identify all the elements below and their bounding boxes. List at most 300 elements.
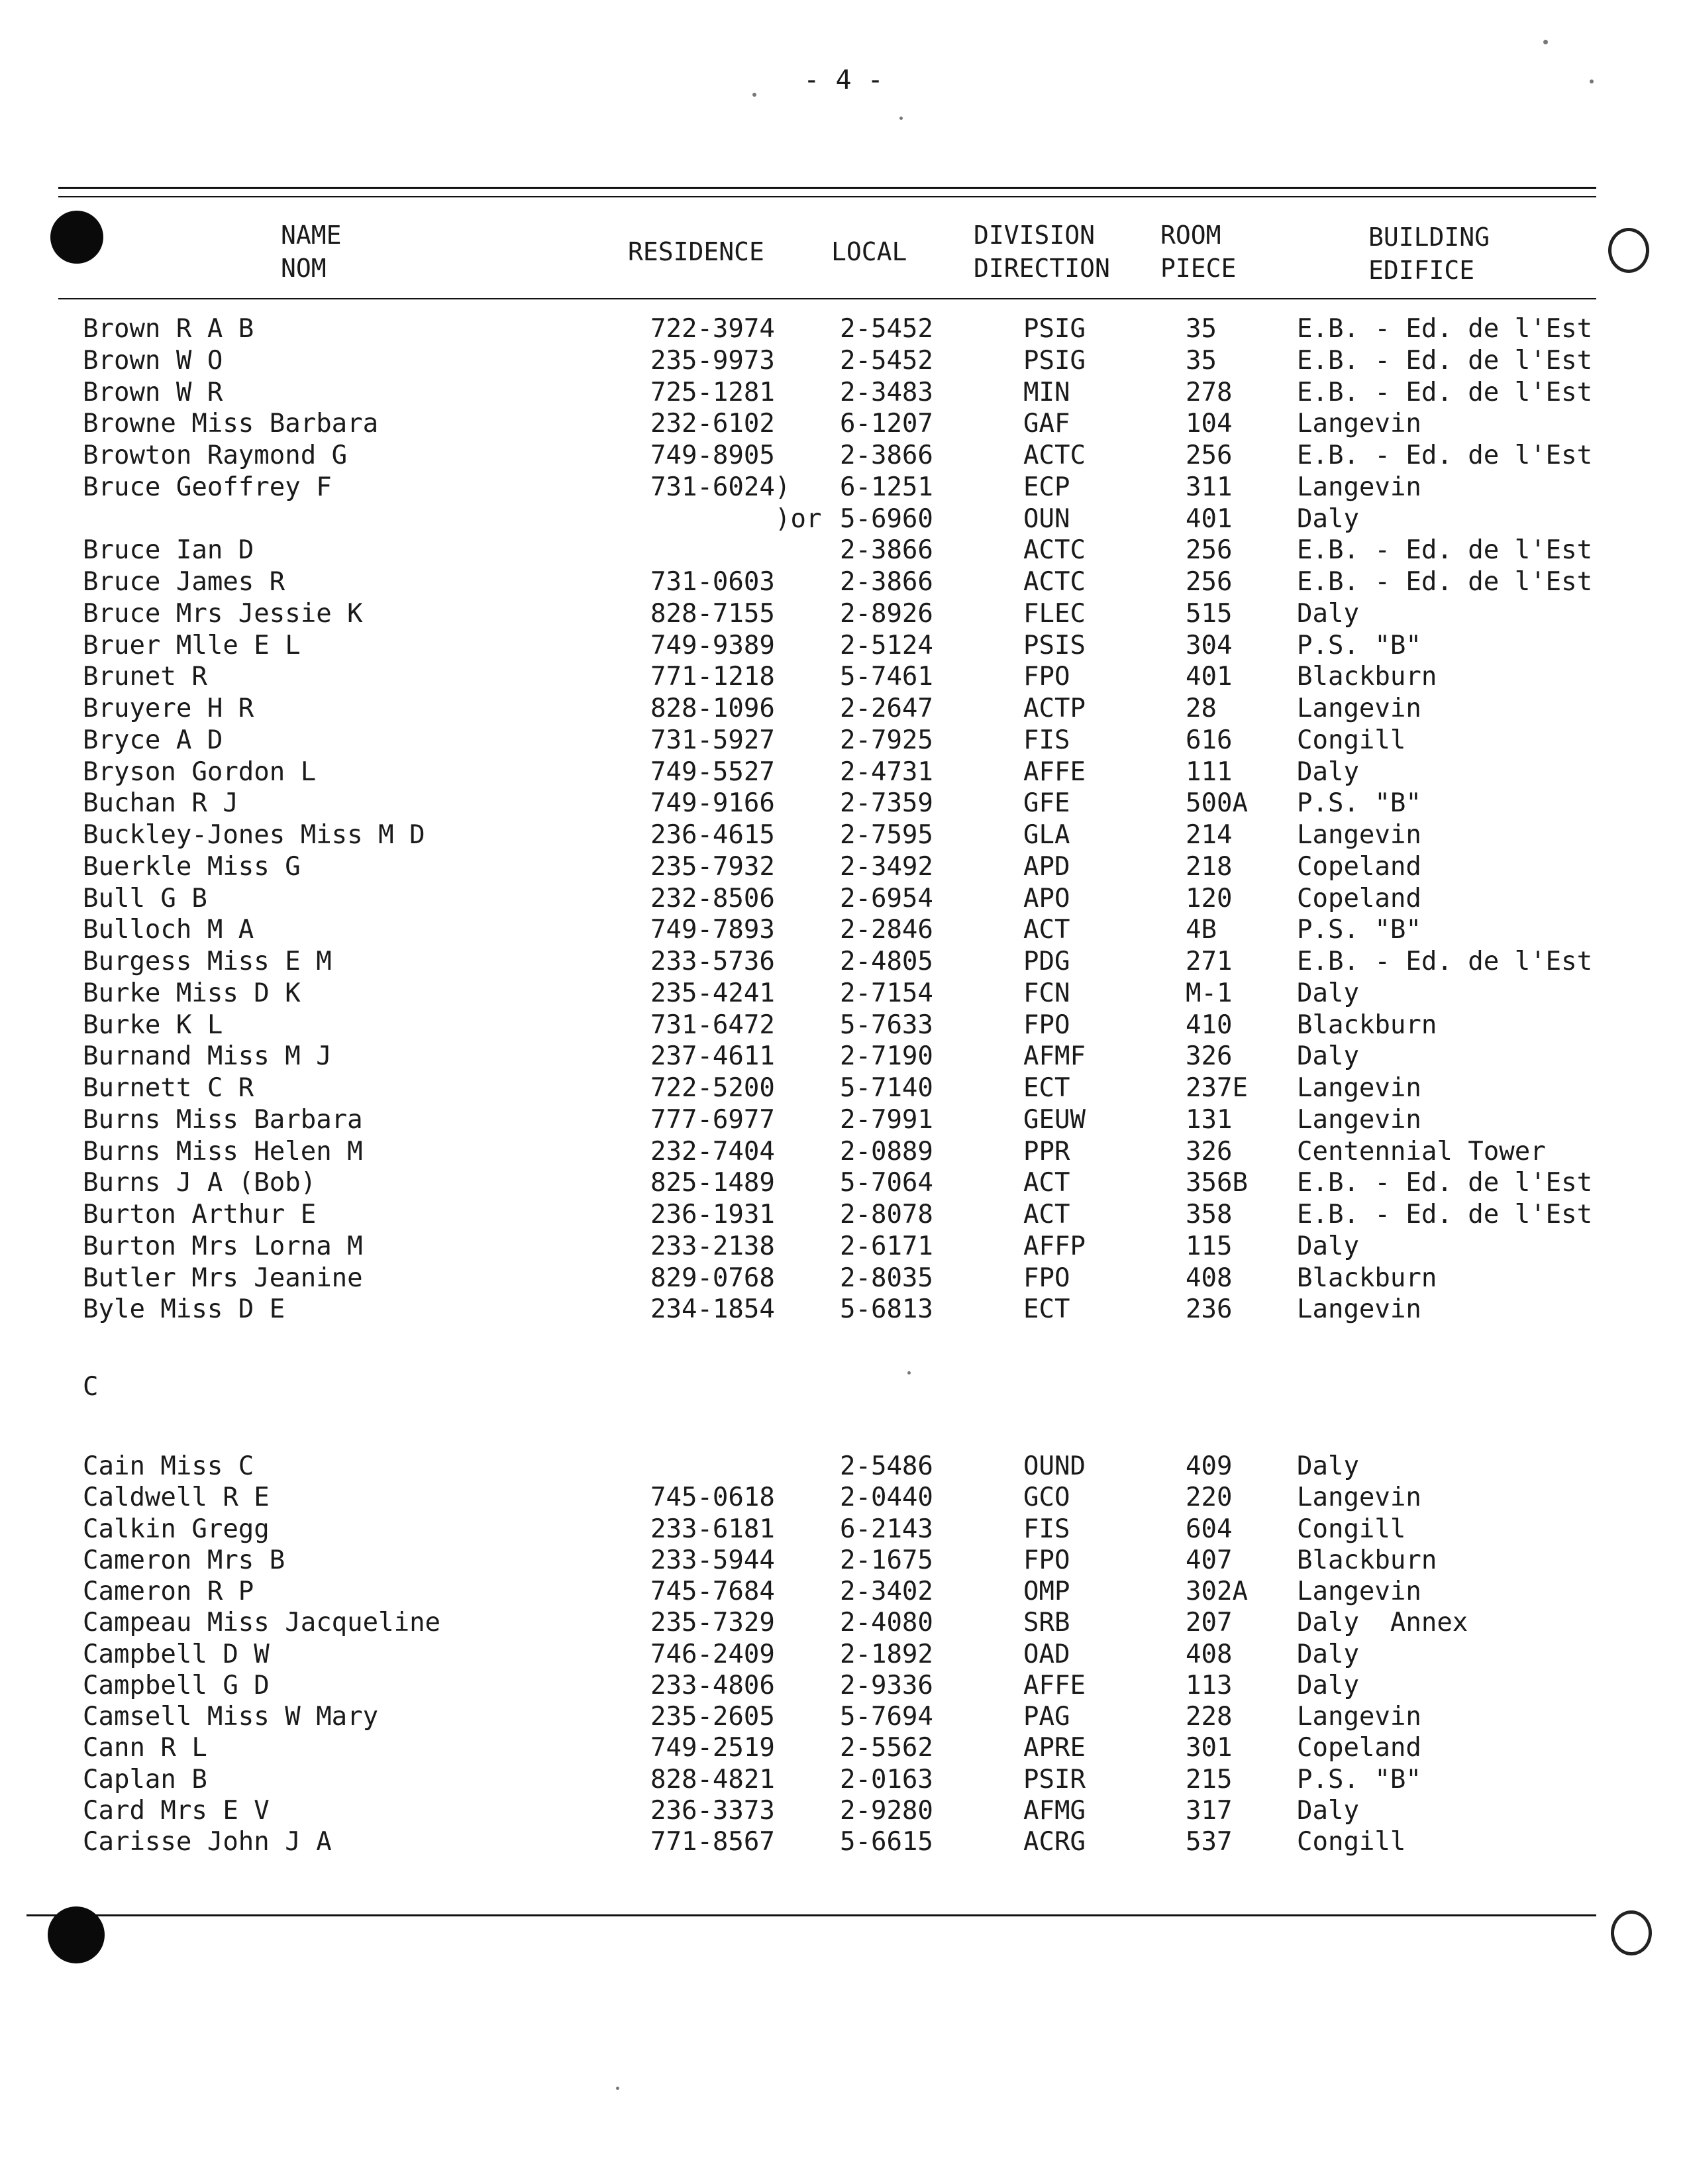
room-number: 515 (1186, 598, 1233, 629)
room-number: 408 (1186, 1263, 1233, 1293)
residence-phone: 777-6977 (650, 1104, 775, 1135)
entry-name: Burns Miss Barbara (83, 1104, 363, 1135)
directory-row (0, 566, 1687, 598)
local-extension: 2-7154 (840, 978, 933, 1008)
building-name: Daly (1297, 1041, 1359, 1072)
punch-hole-top-right (1608, 228, 1649, 273)
residence-phone: 749-8905 (650, 441, 775, 470)
building-name: P.S. "B" (1297, 1764, 1421, 1794)
room-number: 228 (1186, 1702, 1233, 1732)
division-code: GEUW (1023, 1104, 1086, 1135)
scan-speck (1543, 40, 1548, 44)
residence-phone: 731-0603 (650, 567, 775, 597)
entry-name: Buchan R J (83, 788, 238, 819)
header-local: LOCAL (831, 237, 907, 266)
room-number: 207 (1186, 1608, 1233, 1638)
entry-name: Bull G B (83, 883, 207, 913)
residence-phone: 236-1931 (650, 1200, 775, 1229)
directory-row (0, 1639, 1687, 1671)
division-code: ECT (1023, 1294, 1070, 1325)
directory-row (0, 756, 1687, 788)
local-extension: 2-5452 (840, 314, 933, 344)
scan-speck (616, 2087, 619, 2090)
directory-row (0, 1701, 1687, 1733)
punch-hole-top-left (50, 211, 103, 264)
division-code: PSIG (1023, 314, 1086, 344)
building-name: Langevin (1297, 472, 1421, 502)
residence-phone: 731-6024) (650, 472, 791, 502)
residence-phone: 771-1218 (650, 662, 775, 692)
building-name: Langevin (1297, 694, 1421, 723)
building-name: Langevin (1297, 1104, 1421, 1135)
directory-row (0, 851, 1687, 883)
directory-row (0, 1670, 1687, 1702)
entry-name: Brown W R (83, 377, 223, 407)
directory-row (0, 1576, 1687, 1608)
directory-row (0, 1199, 1687, 1231)
room-number: 271 (1186, 947, 1233, 976)
local-extension: 5-7064 (840, 1168, 933, 1198)
local-extension: 2-8926 (840, 598, 933, 629)
building-name: Daly (1297, 1639, 1359, 1669)
division-code: SRB (1023, 1608, 1070, 1638)
residence-phone: 232-8506 (650, 883, 775, 913)
entry-name: Cameron Mrs B (83, 1545, 285, 1575)
header-top-rule-inner (58, 196, 1596, 197)
directory-row (0, 1795, 1687, 1827)
residence-phone: 237-4611 (650, 1041, 775, 1072)
directory-row (0, 1294, 1687, 1326)
directory-row (0, 1136, 1687, 1168)
division-code: FIS (1023, 1514, 1070, 1544)
division-code: FLEC (1023, 598, 1086, 629)
room-number: 104 (1186, 409, 1233, 439)
entry-name: Browne Miss Barbara (83, 409, 379, 439)
directory-row (0, 1167, 1687, 1199)
directory-row (0, 819, 1687, 851)
header-bottom-rule (58, 298, 1596, 299)
residence-phone: 771-8567 (650, 1827, 775, 1857)
room-number: 302A (1186, 1577, 1248, 1606)
building-name: Congill (1297, 725, 1406, 755)
local-extension: 2-0889 (840, 1136, 933, 1167)
entry-name: Burnand Miss M J (83, 1041, 332, 1072)
directory-row (0, 788, 1687, 819)
division-code: GFE (1023, 788, 1070, 819)
division-code: FPO (1023, 1010, 1070, 1040)
room-number: 131 (1186, 1104, 1233, 1135)
division-code: OAD (1023, 1639, 1070, 1669)
residence-phone: 235-7329 (650, 1608, 775, 1638)
division-code: ACRG (1023, 1827, 1086, 1857)
directory-row (0, 1607, 1687, 1639)
building-name: Langevin (1297, 820, 1421, 850)
room-number: 304 (1186, 630, 1233, 660)
building-name: Copeland (1297, 883, 1421, 913)
room-number: 301 (1186, 1733, 1233, 1763)
directory-row (0, 1104, 1687, 1136)
entry-name: Carisse John J A (83, 1827, 332, 1857)
directory-row (0, 946, 1687, 978)
entry-name: Bruce Ian D (83, 535, 254, 566)
local-extension: 5-6615 (840, 1827, 933, 1857)
division-code: OMP (1023, 1577, 1070, 1606)
residence-phone: 233-5944 (650, 1545, 775, 1575)
header-room: ROOM PIECE (1160, 221, 1237, 283)
directory-row (0, 1231, 1687, 1263)
local-extension: 2-3492 (840, 851, 933, 882)
residence-phone: 745-0618 (650, 1482, 775, 1513)
entry-name: Campbell D W (83, 1639, 270, 1669)
room-number: 237E (1186, 1073, 1248, 1103)
entry-name: Caplan B (83, 1764, 207, 1794)
room-number: 220 (1186, 1482, 1233, 1513)
scan-speck (907, 1371, 911, 1375)
local-extension: 5-6813 (840, 1294, 933, 1325)
building-name: Centennial Tower (1297, 1136, 1546, 1167)
directory-row (0, 345, 1687, 377)
residence-phone: 749-5527 (650, 756, 775, 787)
building-name: Langevin (1297, 409, 1421, 439)
division-code: PSIR (1023, 1764, 1086, 1794)
building-name: E.B. - Ed. de l'Est (1297, 345, 1593, 376)
residence-phone: 725-1281 (650, 377, 775, 407)
local-extension: 2-0440 (840, 1482, 933, 1513)
local-extension: 6-1207 (840, 409, 933, 439)
room-number: 218 (1186, 851, 1233, 882)
local-extension: 2-1892 (840, 1639, 933, 1669)
room-number: 236 (1186, 1294, 1233, 1325)
room-number: 537 (1186, 1827, 1233, 1857)
local-extension: 2-2846 (840, 915, 933, 945)
entry-name: Bruer Mlle E L (83, 630, 301, 660)
entry-name: Bulloch M A (83, 915, 254, 945)
division-code: ACT (1023, 1168, 1070, 1198)
division-code: FPO (1023, 662, 1070, 692)
entry-name: Bruyere H R (83, 694, 254, 723)
building-name: Daly (1297, 503, 1359, 534)
header-building: BUILDING EDIFICE (1368, 223, 1490, 285)
directory-row (0, 440, 1687, 472)
directory-row (0, 1764, 1687, 1796)
division-code: AFMF (1023, 1041, 1086, 1072)
directory-row (0, 377, 1687, 409)
entry-name: Brown W O (83, 345, 223, 376)
directory-row (0, 1451, 1687, 1482)
local-extension: 2-6954 (840, 883, 933, 913)
local-extension: 5-7140 (840, 1073, 933, 1103)
room-number: M-1 (1186, 978, 1233, 1008)
residence-phone: 828-1096 (650, 694, 775, 723)
room-number: 278 (1186, 377, 1233, 407)
punch-hole-bottom-right (1611, 1910, 1652, 1955)
division-code: AFMG (1023, 1795, 1086, 1826)
division-code: AFFE (1023, 756, 1086, 787)
division-code: MIN (1023, 377, 1070, 407)
entry-name: Burke K L (83, 1010, 223, 1040)
local-extension: 2-6171 (840, 1231, 933, 1261)
building-name: Copeland (1297, 1733, 1421, 1763)
residence-phone: 236-4615 (650, 820, 775, 850)
building-name: Copeland (1297, 851, 1421, 882)
room-number: 4B (1186, 915, 1217, 945)
entry-name: Bruce Mrs Jessie K (83, 598, 363, 629)
directory-row (0, 1482, 1687, 1514)
local-extension: 2-5486 (840, 1451, 933, 1481)
directory-row (0, 472, 1687, 503)
room-number: 500A (1186, 788, 1248, 819)
header-residence: RESIDENCE (628, 237, 764, 266)
building-name: Daly (1297, 598, 1359, 629)
entry-name: Brunet R (83, 662, 207, 692)
residence-phone: 235-9973 (650, 345, 775, 376)
local-extension: 2-5562 (840, 1733, 933, 1763)
room-number: 407 (1186, 1545, 1233, 1575)
entry-name: Burke Miss D K (83, 978, 301, 1008)
building-name: P.S. "B" (1297, 915, 1421, 945)
entry-name: Burton Mrs Lorna M (83, 1231, 363, 1261)
local-extension: 2-7190 (840, 1041, 933, 1072)
division-code: ACTC (1023, 535, 1086, 566)
building-name: E.B. - Ed. de l'Est (1297, 567, 1593, 597)
residence-phone: 722-5200 (650, 1073, 775, 1103)
residence-phone: 828-4821 (650, 1764, 775, 1794)
building-name: E.B. - Ed. de l'Est (1297, 947, 1593, 976)
local-extension: 5-7633 (840, 1010, 933, 1040)
residence-phone: 825-1489 (650, 1168, 775, 1198)
building-name: Daly (1297, 756, 1359, 787)
division-code: PSIG (1023, 345, 1086, 376)
division-code: ECT (1023, 1073, 1070, 1103)
room-number: 214 (1186, 820, 1233, 850)
entry-name: Buerkle Miss G (83, 851, 301, 882)
header-top-rule (58, 187, 1596, 189)
residence-phone: 234-1854 (650, 1294, 775, 1325)
division-code: GAF (1023, 409, 1070, 439)
room-number: 326 (1186, 1136, 1233, 1167)
local-extension: 2-7359 (840, 788, 933, 819)
directory-row (0, 1072, 1687, 1104)
directory-row (0, 1545, 1687, 1577)
residence-phone: 829-0768 (650, 1263, 775, 1293)
residence-phone: 745-7684 (650, 1577, 775, 1606)
building-name: P.S. "B" (1297, 788, 1421, 819)
directory-row (0, 725, 1687, 756)
division-code: OUND (1023, 1451, 1086, 1481)
building-name: Langevin (1297, 1294, 1421, 1325)
scan-speck (899, 117, 903, 120)
entry-name: Cameron R P (83, 1577, 254, 1606)
room-number: 115 (1186, 1231, 1233, 1261)
local-extension: 2-8078 (840, 1200, 933, 1229)
building-name: Daly (1297, 1231, 1359, 1261)
division-code: APRE (1023, 1733, 1086, 1763)
residence-phone: 828-7155 (650, 598, 775, 629)
entry-name: Campbell G D (83, 1670, 270, 1700)
division-code: FCN (1023, 978, 1070, 1008)
building-name: Congill (1297, 1514, 1406, 1544)
entry-name: Bryce A D (83, 725, 223, 755)
residence-phone: 233-4806 (650, 1670, 775, 1700)
room-number: 604 (1186, 1514, 1233, 1544)
room-number: 326 (1186, 1041, 1233, 1072)
room-number: 215 (1186, 1764, 1233, 1794)
local-extension: 2-5452 (840, 345, 933, 376)
building-name: E.B. - Ed. de l'Est (1297, 535, 1593, 566)
division-code: AFFP (1023, 1231, 1086, 1261)
building-name: Daly (1297, 1451, 1359, 1481)
entry-name: Brown R A B (83, 314, 254, 344)
building-name: E.B. - Ed. de l'Est (1297, 1168, 1593, 1198)
room-number: 311 (1186, 472, 1233, 502)
room-number: 113 (1186, 1670, 1233, 1700)
entry-name: Byle Miss D E (83, 1294, 285, 1325)
building-name: Daly Annex (1297, 1608, 1468, 1638)
room-number: 35 (1186, 314, 1217, 344)
room-number: 256 (1186, 567, 1233, 597)
entry-name: Burns J A (Bob) (83, 1168, 317, 1198)
division-code: ACT (1023, 915, 1070, 945)
directory-row (0, 1514, 1687, 1545)
room-number: 111 (1186, 756, 1233, 787)
residence-phone: 749-7893 (650, 915, 775, 945)
header-name: NAME NOM (281, 221, 342, 283)
division-code: GCO (1023, 1482, 1070, 1513)
local-extension: 2-3866 (840, 535, 933, 566)
local-extension: 6-1251 (840, 472, 933, 502)
local-extension: 2-4805 (840, 947, 933, 976)
building-name: Blackburn (1297, 1010, 1437, 1040)
building-name: E.B. - Ed. de l'Est (1297, 441, 1593, 470)
building-name: E.B. - Ed. de l'Est (1297, 1200, 1593, 1229)
entry-name: Cain Miss C (83, 1451, 254, 1481)
local-extension: 2-7991 (840, 1104, 933, 1135)
room-number: 356B (1186, 1168, 1248, 1198)
entry-name: Browton Raymond G (83, 441, 348, 470)
local-extension: 2-4080 (840, 1608, 933, 1638)
local-extension: 2-5124 (840, 630, 933, 660)
local-extension: 2-3483 (840, 377, 933, 407)
directory-row (0, 1732, 1687, 1764)
division-code: ACT (1023, 1200, 1070, 1229)
building-name: E.B. - Ed. de l'Est (1297, 314, 1593, 344)
building-name: P.S. "B" (1297, 630, 1421, 660)
residence-phone: 722-3974 (650, 314, 775, 344)
directory-row (0, 693, 1687, 725)
room-number: 28 (1186, 694, 1217, 723)
local-extension: 2-1675 (840, 1545, 933, 1575)
punch-hole-bottom-left (48, 1906, 105, 1963)
building-name: E.B. - Ed. de l'Est (1297, 377, 1593, 407)
directory-row (0, 503, 1687, 535)
building-name: Blackburn (1297, 1263, 1437, 1293)
scan-speck (1590, 79, 1594, 83)
division-code: OUN (1023, 503, 1070, 534)
building-name: Daly (1297, 1795, 1359, 1826)
room-number: 410 (1186, 1010, 1233, 1040)
room-number: 616 (1186, 725, 1233, 755)
directory-row (0, 1041, 1687, 1072)
building-name: Congill (1297, 1827, 1406, 1857)
division-code: PSIS (1023, 630, 1086, 660)
residence-phone: 731-6472 (650, 1010, 775, 1040)
local-extension: 2-7595 (840, 820, 933, 850)
division-code: PPR (1023, 1136, 1070, 1167)
building-name: Langevin (1297, 1073, 1421, 1103)
residence-phone: 749-9166 (650, 788, 775, 819)
local-extension: 5-6960 (840, 503, 933, 534)
local-extension: 2-3866 (840, 441, 933, 470)
entry-name: Bryson Gordon L (83, 756, 317, 787)
room-number: 256 (1186, 535, 1233, 566)
building-name: Langevin (1297, 1577, 1421, 1606)
room-number: 256 (1186, 441, 1233, 470)
section-letter: C (83, 1372, 99, 1402)
division-code: AFFE (1023, 1670, 1086, 1700)
room-number: 401 (1186, 503, 1233, 534)
entry-name: Burns Miss Helen M (83, 1136, 363, 1167)
local-extension: 2-9280 (840, 1795, 933, 1826)
entry-name: Card Mrs E V (83, 1795, 270, 1826)
division-code: APO (1023, 883, 1070, 913)
directory-row (0, 1826, 1687, 1858)
directory-row (0, 408, 1687, 440)
division-code: ECP (1023, 472, 1070, 502)
residence-phone: 235-2605 (650, 1702, 775, 1732)
directory-row (0, 1263, 1687, 1294)
residence-note: )or (775, 503, 822, 534)
local-extension: 2-0163 (840, 1764, 933, 1794)
entry-name: Camsell Miss W Mary (83, 1702, 379, 1732)
residence-phone: 235-4241 (650, 978, 775, 1008)
entry-name: Burnett C R (83, 1073, 254, 1103)
residence-phone: 749-2519 (650, 1733, 775, 1763)
entry-name: Bruce James R (83, 567, 285, 597)
building-name: Daly (1297, 978, 1359, 1008)
building-name: Langevin (1297, 1702, 1421, 1732)
entry-name: Caldwell R E (83, 1482, 270, 1513)
division-code: ACTC (1023, 441, 1086, 470)
room-number: 408 (1186, 1639, 1233, 1669)
building-name: Blackburn (1297, 1545, 1437, 1575)
division-code: PAG (1023, 1702, 1070, 1732)
local-extension: 2-9336 (840, 1670, 933, 1700)
local-extension: 2-8035 (840, 1263, 933, 1293)
directory-row (0, 978, 1687, 1010)
room-number: 317 (1186, 1795, 1233, 1826)
building-name: Langevin (1297, 1482, 1421, 1513)
division-code: FPO (1023, 1545, 1070, 1575)
entry-name: Cann R L (83, 1733, 207, 1763)
local-extension: 2-4731 (840, 756, 933, 787)
residence-phone: 232-6102 (650, 409, 775, 439)
local-extension: 2-2647 (840, 694, 933, 723)
entry-name: Butler Mrs Jeanine (83, 1263, 363, 1293)
division-code: ACTC (1023, 567, 1086, 597)
residence-phone: 233-6181 (650, 1514, 775, 1544)
entry-name: Calkin Gregg (83, 1514, 270, 1544)
local-extension: 5-7461 (840, 662, 933, 692)
division-code: FPO (1023, 1263, 1070, 1293)
local-extension: 2-7925 (840, 725, 933, 755)
entry-name: Burton Arthur E (83, 1200, 317, 1229)
residence-phone: 233-2138 (650, 1231, 775, 1261)
residence-phone: 731-5927 (650, 725, 775, 755)
residence-phone: 749-9389 (650, 630, 775, 660)
local-extension: 6-2143 (840, 1514, 933, 1544)
residence-phone: 233-5736 (650, 947, 775, 976)
entry-name: Buckley-Jones Miss M D (83, 820, 425, 850)
